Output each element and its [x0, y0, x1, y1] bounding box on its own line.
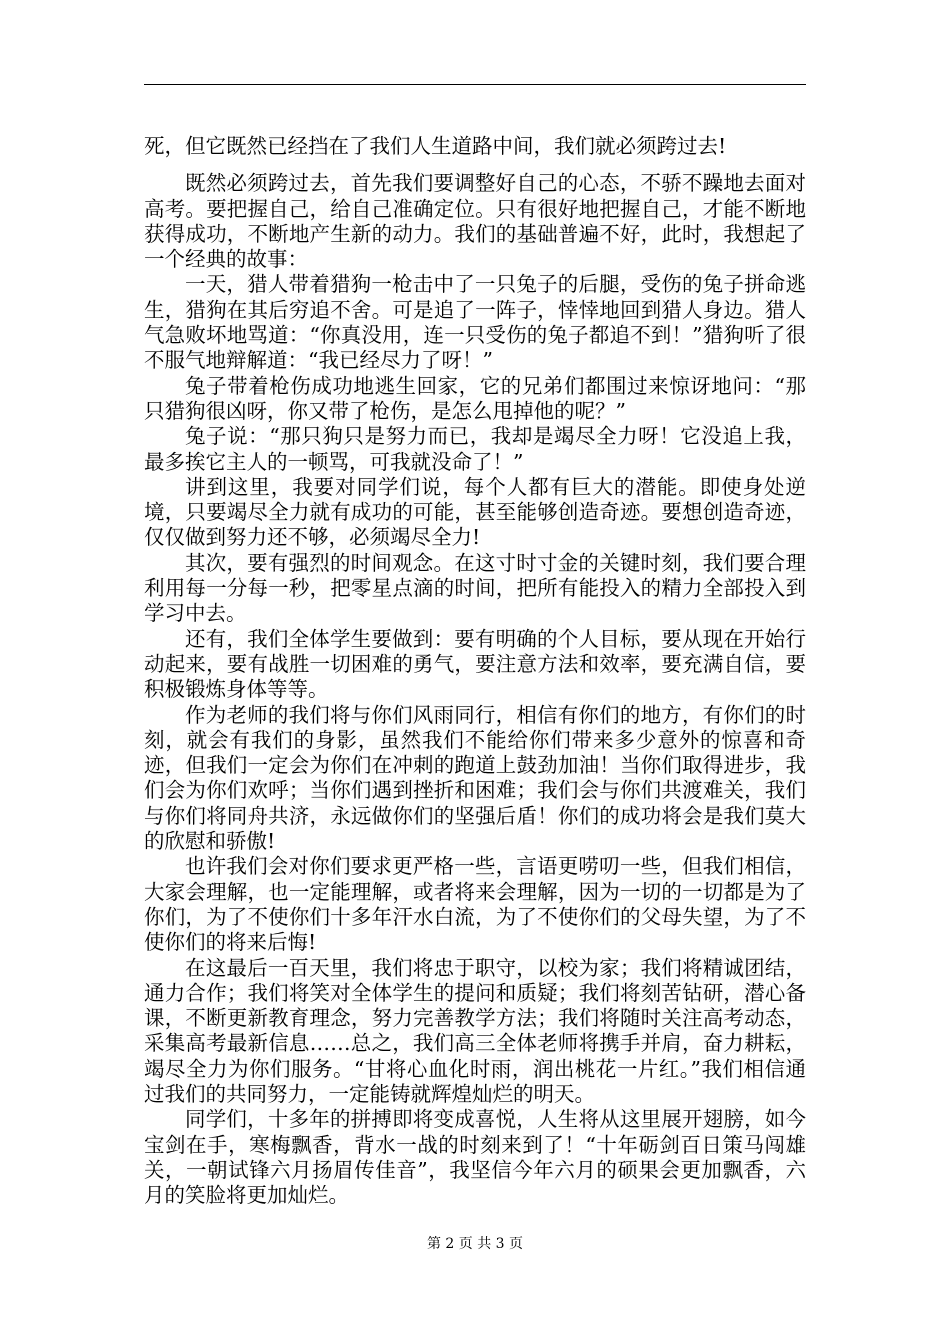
page-footer: 第 2 页 共 3 页	[426, 1236, 524, 1252]
paragraph: 一天，猎人带着猎狗一枪击中了一只兔子的后腿，受伤的兔子拼命逃生，猎狗在其后穷追不舍。可是追了一阵子，悻悻地回到猎人身边。猎人气急败坏地骂道：“你真没用，连一只受伤的兔子都追不到！”猎狗听了很不服气地辩解道：“我已经尽力了呀！”	[144, 272, 806, 373]
paragraph: 其次，要有强烈的时间观念。在这寸时寸金的关键时刻，我们要合理利用每一分每一秒，把零星点滴的时间，把所有能投入的精力全部投入到学习中去。	[144, 550, 806, 626]
header-rule	[144, 84, 806, 85]
document-body	[144, 134, 806, 1208]
paragraph: 既然必须跨过去，首先我们要调整好自己的心态，不骄不躁地去面对高考。要把握自己，给自己准确定位。只有很好地把握自己，才能不断地获得成功，不断地产生新的动力。我们的基础普遍不好，此时，我想起了一个经典的故事：	[144, 171, 806, 272]
paragraph: 兔子说：“那只狗只是努力而已，我却是竭尽全力呀！它没追上我，最多挨它主人的一顿骂，可我就没命了！”	[144, 424, 806, 474]
paragraph: 还有，我们全体学生要做到：要有明确的个人目标，要从现在开始行动起来，要有战胜一切困难的勇气，要注意方法和效率，要充满自信，要积极锻炼身体等等。	[144, 626, 806, 702]
paragraph: 讲到这里，我要对同学们说，每个人都有巨大的潜能。即使身处逆境，只要竭尽全力就有成功的可能，甚至能够创造奇迹。要想创造奇迹，仅仅做到努力还不够，必须竭尽全力!	[144, 474, 806, 550]
paragraph-continuation: 死，但它既然已经挡在了我们人生道路中间，我们就必须跨过去!	[144, 134, 727, 158]
paragraph: 同学们，十多年的拼搏即将变成喜悦，人生将从这里展开翅膀，如今宝剑在手，寒梅飘香，背水一战的时刻来到了！“十年砺剑百日策马闯雄关，一朝试锋六月扬眉传佳音”，我坚信今年六月的硕果会更加飘香，六月的笑脸将更加灿烂。	[144, 1107, 806, 1208]
paragraph: 也许我们会对你们要求更严格一些，言语更唠叨一些，但我们相信，大家会理解，也一定能理解，或者将来会理解，因为一切的一切都是为了你们，为了不使你们十多年汗水白流，为了不使你们的父母失望，为了不使你们的将来后悔!	[144, 854, 806, 955]
paragraph: 作为老师的我们将与你们风雨同行，相信有你们的地方，有你们的时刻，就会有我们的身影，虽然我们不能给你们带来多少意外的惊喜和奇迹，但我们一定会为你们在冲刺的跑道上鼓劲加油！当你们取得进步，我们会为你们欢呼；当你们遇到挫折和困难；我们会与你们共渡难关，我们与你们将同舟共济，永远做你们的坚强后盾！你们的成功将会是我们莫大的欣慰和骄傲!	[144, 702, 806, 854]
paragraph: 在这最后一百天里，我们将忠于职守，以校为家；我们将精诚团结，通力合作；我们将笑对全体学生的提问和质疑；我们将刻苦钻研，潜心备课，不断更新教育理念，努力完善教学方法；我们将随时关注高考动态，采集高考最新信息……总之，我们高三全体老师将携手并肩，奋力耕耘，竭尽全力为你们服务。“甘将心血化时雨，润出桃花一片红。”我们相信通过我们的共同努力，一定能铸就辉煌灿烂的明天。	[144, 955, 806, 1106]
paragraph: 兔子带着枪伤成功地逃生回家，它的兄弟们都围过来惊讶地问：“那只猎狗很凶呀，你又带了枪伤，是怎么甩掉他的呢？”	[144, 373, 806, 423]
